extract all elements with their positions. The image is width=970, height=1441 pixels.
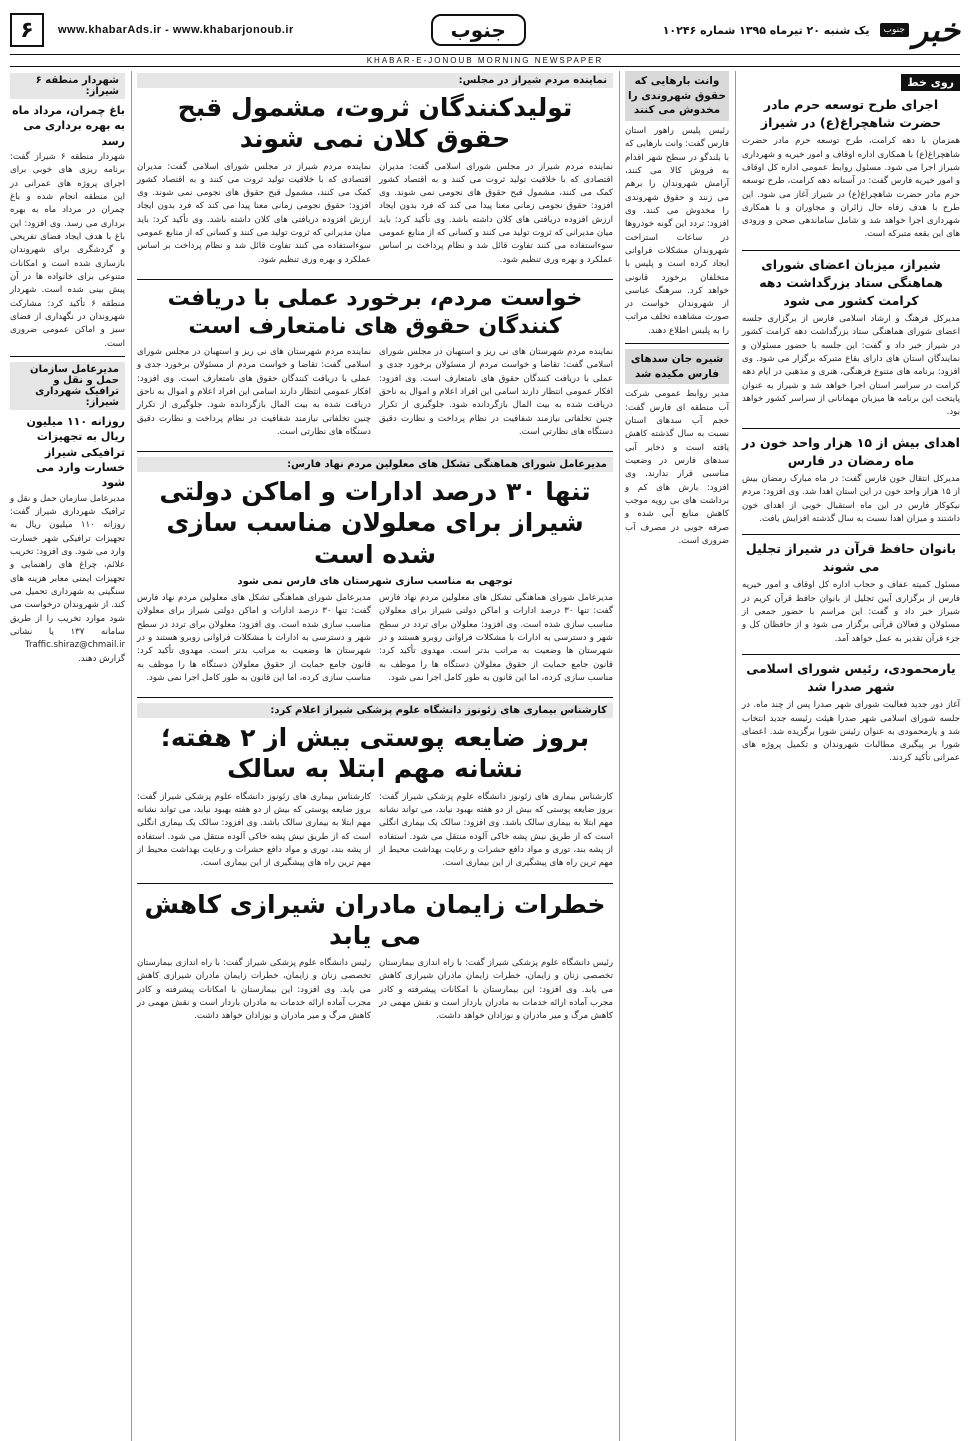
news-item: [742, 660, 960, 766]
divider: [625, 343, 729, 344]
article-body: نماینده مردم شیراز در مجلس شورای اسلامی گفت: مدیران اقتصادی که با خلاقیت تولید ثروت می کنند و به اقتصاد کشور کمک می کنند، مشمول قبح حقوق های نجومی نمی شوند. وی افزود: حقوق نجومی زمانی معنا پیدا می کند که فرد بدون ایجاد ارزش افزوده دریافتی های کلان داشته باشد. وی تأکید کرد: باید میان مدیرانی که ثروت تولید می کنند و کسانی که از منابع عمومی سوءاستفاده می کنند تفاوت قائل شد و نظام پرداخت بر اساس عملکرد و بهره وری تنظیم شود.: [379, 161, 613, 265]
left-column: [10, 71, 125, 1441]
article-headline: خواست مردم، برخورد عملی با دریافت کنندگان حقوق های نامتعارف است: [167, 286, 583, 339]
article: [137, 457, 613, 689]
news-title: اجرای طرح توسعه حرم مادر حضرت شاهچراغ(ع) در شیراز: [760, 97, 942, 131]
news-item: [742, 96, 960, 242]
article-headline: تولیدکنندگان ثروت، مشمول قبح حقوق کلان نمی شوند: [177, 93, 573, 154]
logo: [880, 11, 961, 49]
article-body: نماینده مردم شیراز در مجلس شورای اسلامی گفت: مدیران اقتصادی که با خلاقیت تولید ثروت می کنند و به اقتصاد کشور کمک می کنند، مشمول قبح حقوق های نجومی نمی شوند. وی افزود: حقوق نجومی زمانی معنا پیدا می کند که فرد بدون ایجاد ارزش افزوده دریافتی های کلان داشته باشد. وی تأکید کرد: باید میان مدیرانی که ثروت تولید می کنند و کسانی که از منابع عمومی سوءاستفاده می کنند تفاوت قائل شد و نظام پرداخت بر اساس عملکرد و بهره وری تنظیم شود.: [137, 161, 371, 265]
article-body: نماینده مردم شهرستان های نی ریز و استهبان در مجلس شورای اسلامی گفت: تقاضا و خواست مردم از مسئولان برخورد جدی و عملی با دریافت کنندگان حقوق های نامتعارف است. وی افزود: افکار عمومی انتظار دارند اسامی این افراد اعلام و اموال به ناحق دریافت شده به بیت المال بازگردانده شود. جلوگیری از تکرار چنین تخلفاتی نیازمند شفافیت در نظام پرداخت و نظارت دقیق دستگاه های نظارتی است.: [137, 347, 371, 437]
article-columns: [137, 592, 613, 689]
article-body: کارشناس بیماری های زئونوز دانشگاه علوم پزشکی شیراز گفت: بروز ضایعه پوستی که بیش از دو هفته بهبود نیابد، می تواند نشانه مهم ابتلا به بیماری سالک باشد. وی افزود: سالک یک بیماری انگلی است که از طریق نیش پشه خاکی آلوده منتقل می شود. استفاده از پشه بند، توری و مواد دافع حشرات و رعایت بهداشت محیط از مهم ترین راه های پیشگیری از این بیماری است.: [137, 791, 371, 869]
article-body: رئیس دانشگاه علوم پزشکی شیراز گفت: با راه اندازی بیمارستان تخصصی زنان و زایمان، خطرات زایمان مادران شیرازی کاهش می یابد. وی افزود: این بیمارستان با امکانات پیشرفته و کادر مجرب آماده ارائه خدمات به مادران باردار است و نقش مهمی در کاهش مرگ و میر مادران و نوزادان خواهد داشت.: [137, 958, 371, 1022]
box-title: شیره جان سدهای فارس مکیده شد: [625, 349, 729, 384]
news-title: یارمحمودی، رئیس شورای اسلامی شهر صدرا شد: [746, 660, 956, 695]
article-columns: [137, 161, 613, 272]
news-title: بانوان حافظ قرآن در شیراز تجلیل می شوند: [745, 541, 957, 575]
logo-word: خبر: [912, 11, 960, 49]
website-urls[interactable]: www.khabarAds.ir - www.khabarjonoub.ir: [58, 24, 294, 36]
divider: [742, 428, 960, 429]
divider: [742, 654, 960, 655]
news-body: مدیرکل انتقال خون فارس گفت: در ماه مبارک رمضان بیش از ۱۵ هزار واحد خون در این استان اهدا شد. وی افزود: مردم نیکوکار فارس در این ماه استقبال خوبی از اهدای خون داشتند و میزان اهدا نسبت به سال گذشته افزایش یافت.: [742, 473, 960, 524]
page-body: [10, 71, 960, 1441]
article-subhead: توجهی به مناسب سازی شهرستان های فارس نمی شود: [237, 575, 513, 587]
article: [137, 889, 613, 1028]
paper-subtitle: KHABAR-E-JONOUB MORNING NEWSPAPER: [10, 54, 960, 67]
box-title: وانت بارهایی که حقوق شهروندی را مخدوش می کنند: [625, 71, 729, 121]
logo-badge: جنوب: [880, 23, 909, 37]
article-columns: [137, 957, 613, 1028]
article-title: باغ چمران، مرداد ماه به بهره برداری می رسد: [12, 104, 125, 148]
article: [137, 73, 613, 271]
narrow-column: [619, 71, 729, 1441]
dateline: یک شنبه ۲۰ تیرماه ۱۳۹۵ شماره ۱۰۲۴۶: [662, 23, 870, 37]
divider: [137, 451, 613, 452]
box-body: رئیس پلیس راهور استان فارس گفت: وانت بارهایی که با بلندگو در سطح شهر اقدام به فروش کالا می کنند، آرامش شهروندان را برهم می زنند و حقوق شهروندی را مخدوش می کنند. وی افزود: تردد این گونه خودروها در ساعات استراحت شهروندان مشکلات فراوانی ایجاد کرده است و پلیس با متخلفان برخورد قانونی خواهد کرد. سرهنگ عباسی از شهروندان خواست در صورت مشاهده تخلف مراتب را به پلیس اطلاع دهند.: [625, 126, 729, 336]
box-body: مدیر روابط عمومی شرکت آب منطقه ای فارس گفت: حجم آب سدهای استان نسبت به سال گذشته کاهش یافته است و ذخایر آبی سدهای فارس در وضعیت مناسبی قرار ندارند. وی افزود: بارش های کم و برداشت های بی رویه موجب کاهش منابع آبی شده و صرفه جویی در مصرف آب ضروری است.: [625, 389, 729, 546]
news-item: [742, 540, 960, 646]
article-headline: تنها ۳۰ درصد ادارات و اماکن دولتی شیراز برای معلولان مناسب سازی شده است: [159, 477, 591, 569]
divider: [137, 697, 613, 698]
article-kicker: مدیرعامل شورای هماهنگی تشکل های معلولین مردم نهاد فارس:: [137, 457, 613, 472]
article-body: شهردار منطقه ۶ شیراز گفت: برنامه ریزی های خوبی برای اجرای پروژه های عمرانی در این منطقه انجام شده و باغ چمران در مرداد ماه به بهره برداری می رسد. وی افزود: این باغ با هدف ایجاد فضای تفریحی و گردشگری برای شهروندان بازسازی شده است و امکانات متنوعی برای خانواده ها در آن پیش بینی شده است. شهردار منطقه ۶ تأکید کرد: مشارکت شهروندان در نگهداری از فضای سبز و اماکن عمومی ضروری است.: [10, 152, 126, 349]
article: [137, 703, 613, 874]
news-item: [742, 434, 960, 527]
divider: [742, 534, 960, 535]
masthead-left: [10, 13, 294, 47]
divider: [10, 356, 125, 357]
news-item: [742, 256, 960, 420]
on-line-label: روی خط: [901, 74, 960, 91]
article-body: رئیس دانشگاه علوم پزشکی شیراز گفت: با راه اندازی بیمارستان تخصصی زنان و زایمان، خطرات زایمان مادران شیرازی کاهش می یابد. وی افزود: این بیمارستان با امکانات پیشرفته و کادر مجرب آماده ارائه خدمات به مادران باردار است و نقش مهمی در کاهش مرگ و میر مادران و نوزادان خواهد داشت.: [379, 958, 613, 1022]
article-body: مدیرعامل شورای هماهنگی تشکل های معلولین مردم نهاد فارس گفت: تنها ۳۰ درصد ادارات و اماکن دولتی شیراز برای معلولان مناسب سازی شده است. وی افزود: معلولان برای تردد در سطح شهر و دسترسی به ادارات با مشکلات فراوانی روبرو هستند و در شهرستان ها وضعیت به مراتب بدتر است. مهدوی تأکید کرد: قانون جامع حمایت از حقوق معلولان دستگاه ها را موظف به مناسب سازی کرده، اما این قانون به طور کامل اجرا نمی شود.: [379, 592, 613, 683]
main-column: [131, 71, 613, 1441]
right-column: [735, 71, 960, 1441]
news-body: آغاز دور جدید فعالیت شورای شهر صدرا پس از چند ماه. در جلسه شورای اسلامی شهر صدرا هیئت رئیسه جدید انتخاب شد و یارمحمودی به عنوان رئیس شورا برگزیده شد. اعضای شورا بر پیگیری مطالبات شهروندان و تکمیل پروژه های عمرانی تأکید کردند.: [742, 700, 960, 764]
divider: [137, 883, 613, 884]
masthead-right: [663, 11, 960, 49]
news-body: مسئول کمیته عفاف و حجاب اداره کل اوقاف و امور خیریه فارس از برگزاری آیین تجلیل از بانوان حافظ قرآن کریم در شیراز خبر داد و گفت: این مراسم با حضور جمعی از مسئولان و فعالان قرآنی برگزار می شود و از حافظان کل و جزء قرآن تقدیر به عمل خواهد آمد.: [742, 580, 960, 644]
news-body: مدیرکل فرهنگ و ارشاد اسلامی فارس از برگزاری جلسه اعضای شورای هماهنگی ستاد بزرگداشت دهه کرامت کشور در شیراز خبر داد و گفت: این جلسه با حضور مسئولان و نمایندگان استان های دارای بقاع متبرکه برگزار می شود. وی افزود: برنامه های متنوع فرهنگی، هنری و مذهبی در ایام دهه کرامت در سراسر استان اجرا خواهد شد و شیراز به عنوان پایتخت این برنامه ها میزبان مهمانانی از سراسر کشور خواهد بود.: [742, 314, 960, 418]
article-columns: [137, 791, 613, 875]
article: [137, 285, 613, 443]
article-body: کارشناس بیماری های زئونوز دانشگاه علوم پزشکی شیراز گفت: بروز ضایعه پوستی که بیش از دو هفته بهبود نیابد، می تواند نشانه مهم ابتلا به بیماری سالک باشد. وی افزود: سالک یک بیماری انگلی است که از طریق نیش پشه خاکی آلوده منتقل می شود. استفاده از پشه بند، توری و مواد دافع حشرات و رعایت بهداشت محیط از مهم ترین راه های پیشگیری از این بیماری است.: [379, 791, 613, 869]
article-columns: [137, 346, 613, 443]
article-body: مدیرعامل شورای هماهنگی تشکل های معلولین مردم نهاد فارس گفت: تنها ۳۰ درصد ادارات و اماکن دولتی شیراز برای معلولان مناسب سازی شده است. وی افزود: معلولان برای تردد در سطح شهر و دسترسی به ادارات با مشکلات فراوانی روبرو هستند و در شهرستان ها وضعیت به مراتب بدتر است. مهدوی تأکید کرد: قانون جامع حمایت از حقوق معلولان دستگاه ها را موظف به مناسب سازی کرده، اما این قانون به طور کامل اجرا نمی شود.: [137, 592, 371, 683]
news-title: شیراز، میزبان اعضای شورای هماهنگی ستاد بزرگداشت دهه کرامت کشور می شود: [759, 256, 943, 308]
section-title: جنوب: [431, 14, 526, 46]
article-body: مدیرعامل سازمان حمل و نقل و ترافیک شهرداری شیراز گفت: روزانه ۱۱۰ میلیون ریال به تجهیزات ترافیکی شهر خسارت وارد می شود. وی افزود: تخریب علائم، چراغ های راهنمایی و تجهیزات ایمنی معابر هزینه های سنگینی به شهرداری تحمیل می کند. از شهروندان درخواست می شود موارد تخریب را از طریق سامانه ۱۳۷ یا نشانی Traffic.shiraz@chmail.ir گزارش دهند.: [10, 493, 125, 664]
article-body: نماینده مردم شهرستان های نی ریز و استهبان در مجلس شورای اسلامی گفت: تقاضا و خواست مردم از مسئولان برخورد جدی و عملی با دریافت کنندگان حقوق های نامتعارف است. وی افزود: افکار عمومی انتظار دارند اسامی این افراد اعلام و اموال به ناحق دریافت شده به بیت المال بازگردانده شود. جلوگیری از تکرار چنین تخلفاتی نیازمند شفافیت در نظام پرداخت و نظارت دقیق دستگاه های نظارتی است.: [379, 347, 613, 437]
page-number: ۶: [10, 13, 44, 47]
divider: [137, 279, 613, 280]
article-headline: خطرات زایمان مادران شیرازی کاهش می یابد: [144, 889, 606, 950]
article-kicker: کارشناس بیماری های زئونوز دانشگاه علوم پزشکی شیراز اعلام کرد:: [137, 703, 613, 718]
article-headline: بروز ضایعه پوستی بیش از ۲ هفته؛ نشانه مهم ابتلا به سالک: [160, 723, 590, 784]
divider: [742, 250, 960, 251]
article-kicker: مدیرعامل سازمان حمل و نقل و ترافیک شهرداری شیراز:: [10, 362, 125, 410]
article-title: روزانه ۱۱۰ میلیون ریال به تجهیزات ترافیکی شیراز خسارت وارد می شود: [26, 414, 125, 490]
article-kicker: شهردار منطقه ۶ شیراز:: [10, 73, 125, 99]
news-body: همزمان با دهه کرامت، طرح توسعه حرم مادر حضرت شاهچراغ(ع) با همکاری اداره اوقاف و امور خیریه و شهرداری شیراز اجرا می شود. مسئول روابط عمومی اداره کل اوقاف و امور خیریه فارس گفت: در آستانه دهه کرامت، طرح توسعه حرم مادر حضرت شاهچراغ(ع) در شیراز آغاز می شود. این طرح با هدف رفاه حال زائران و مجاوران و با همکاری شهرداری اجرا خواهد شد و شامل ساماندهی صحن و ورودی های این بقعه متبرکه است.: [742, 136, 960, 240]
masthead: [10, 8, 960, 52]
news-title: اهدای بیش از ۱۵ هزار واحد خون در ماه رمضان در فارس: [742, 434, 960, 468]
article-kicker: نماینده مردم شیراز در مجلس:: [137, 73, 613, 88]
